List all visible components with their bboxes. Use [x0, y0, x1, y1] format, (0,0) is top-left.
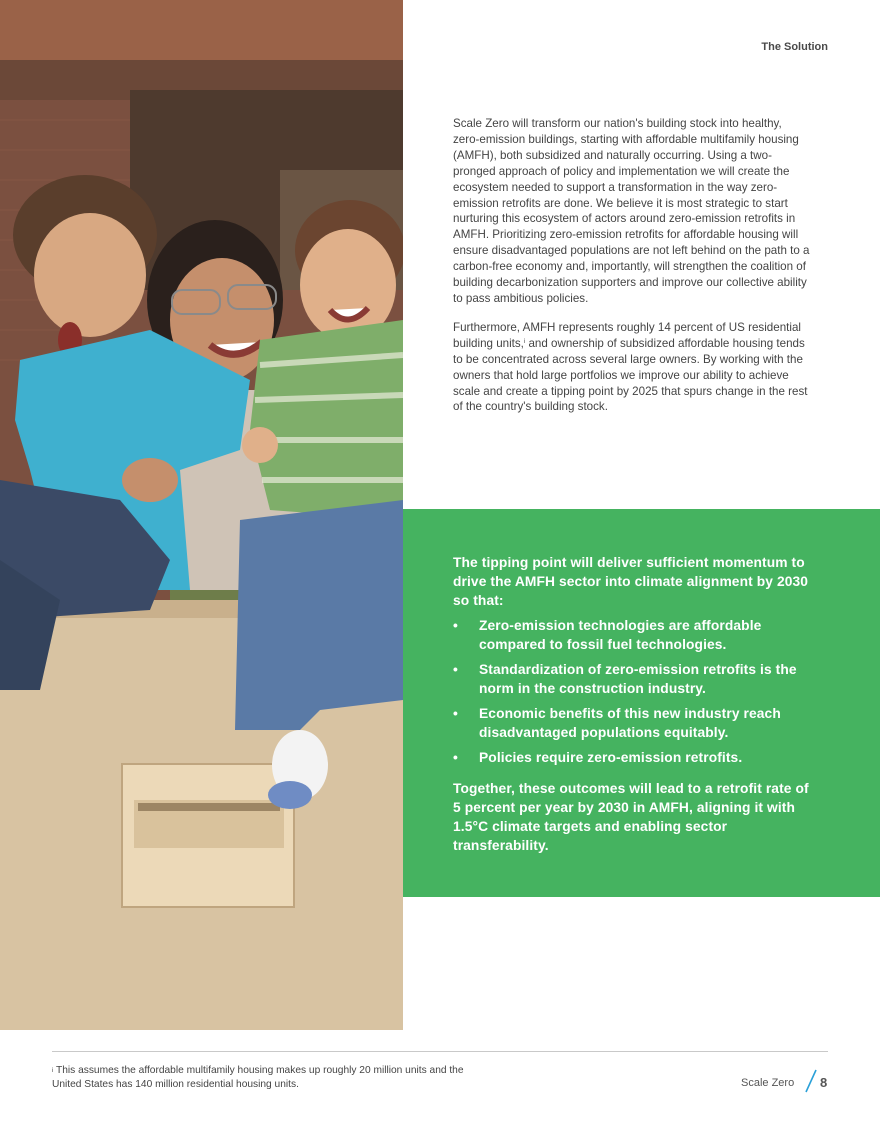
callout-conclusion: Together, these outcomes will lead to a retrofit rate of 5 percent per year by 2030 in AMFH, aligning it with 1.5°C climate targets and enabling sector transferability. [453, 781, 809, 853]
callout-bullet [453, 660, 813, 698]
footer-slash-icon [803, 1068, 819, 1094]
body-paragraph-2-text-b: and ownership of subsidized affordable housing tends to be concentrated across several large owners. By working with the owners that hold large portfolios we improve our ability to achieve scale and create a tipping point by 2025 that spurs change in the rest of the country's building stock. [453, 336, 808, 414]
callout-bullet-text: Economic benefits of this new industry reach disadvantaged populations equitably. [479, 706, 781, 740]
family-photo-illustration [0, 0, 403, 1030]
bullet-icon: • [453, 618, 458, 633]
callout-bullet-text: Zero-emission technologies are affordable compared to fossil fuel technologies. [479, 618, 762, 652]
footnote [52, 1064, 482, 1092]
callout-bullet [453, 704, 813, 742]
bullet-icon: • [453, 750, 458, 765]
family-photo [0, 0, 403, 1030]
page-number: 8 [820, 1075, 828, 1090]
footnote-reference[interactable]: i [523, 338, 526, 345]
main-body-text [453, 116, 811, 428]
callout-bullet-text: Standardization of zero-emission retrofits is the norm in the construction industry. [479, 662, 797, 696]
body-paragraph-2-text-a: Furthermore, AMFH represents roughly 14 percent of US residential building units, [453, 320, 801, 350]
footer-brand: Scale Zero [741, 1077, 795, 1089]
callout-bullet-list [453, 616, 813, 767]
bullet-icon: • [453, 706, 458, 721]
bullet-icon: • [453, 662, 458, 677]
callout-bullet-text: Policies require zero-emission retrofits. [479, 750, 743, 765]
body-paragraph-2 [453, 320, 811, 415]
body-paragraph-1: Scale Zero will transform our nation's building stock into healthy, zero-emission buildings, starting with affordable multifamily housing (AMFH), both subsidized and naturally occurring. Using a two-pronged approach of policy and implementation we will create the ecosystem needed to support a transformation in the way zero-emission retrofits are done. We believe it is most strategic to start nurturing this ecosystem of actors around zero-emission retrofits in AMFH. Prioritizing zero-emission retrofits for affordable housing will ensure disadvantaged populations are not left behind on the path to a carbon-free economy and, importantly, will strengthen the coalition of building decarbonization supporters and improve our collective ability to pass ambitious policies. [453, 117, 810, 305]
callout-intro: The tipping point will deliver sufficient momentum to drive the AMFH sector into climate alignment by 2030 so that: [453, 555, 809, 608]
callout-bullet [453, 748, 813, 767]
callout-box [403, 509, 880, 897]
footer-divider [52, 1051, 828, 1052]
section-label: The Solution [761, 41, 828, 53]
footnote-text: This assumes the affordable multifamily housing makes up roughly 20 million units and the United States has 140 million residential housing units. [52, 1065, 464, 1090]
footnote-marker: i [52, 1068, 54, 1074]
callout-bullet [453, 616, 813, 654]
callout-content [453, 553, 813, 861]
